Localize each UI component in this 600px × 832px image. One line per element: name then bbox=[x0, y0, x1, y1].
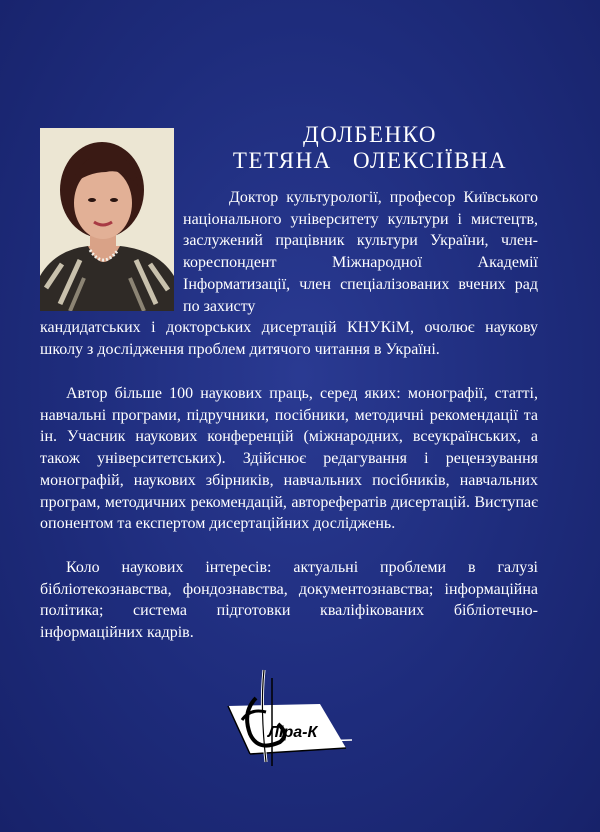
author-name bbox=[200, 122, 540, 174]
bio-paragraph-1-top: Доктор культурології, професор Київського національного університету культури і мистецтв, заслужений працівник культури України, член-кореспондент Міжнародної Академії Інформатизації, член спеціалізованих вчених рад по захисту bbox=[183, 189, 538, 315]
publisher-logo bbox=[220, 668, 355, 773]
author-surname: ДОЛБЕНКО bbox=[303, 122, 437, 147]
author-given-names: ТЕТЯНА ОЛЕКСІЇВНА bbox=[232, 148, 508, 173]
bio-paragraph-2: Автор більше 100 наукових праць, серед яких: монографії, статті, навчальні програми, підручники, посібники, методичні рекомендації та ін. Учасник наукових конференцій (міжнародних, всеукраїнських, а також університетських). Здійснює редагування і рецензування монографій, наукових збірників, навчальних посібників, навчальних програм, методичних рекомендацій, авторефератів дисертацій. Виступає опонентом та експертом дисертаційних досліджень. bbox=[40, 385, 538, 533]
publisher-logo-text: Ліра-К bbox=[268, 724, 318, 741]
author-photo bbox=[40, 128, 174, 311]
bio-paragraph-1-bottom: кандидатських і докторських дисертацій КНУКіМ, очолює наукову школу з дослідження проблем дитячого читання в Україні. bbox=[40, 319, 538, 358]
bio-paragraph-3: Коло наукових інтересів: актуальні проблеми в галузі бібліотекознавства, фондознавства, документознавства; інформаційна політика; система підготовки кваліфікованих бібліотечно-інформаційних кадрів. bbox=[40, 559, 538, 642]
